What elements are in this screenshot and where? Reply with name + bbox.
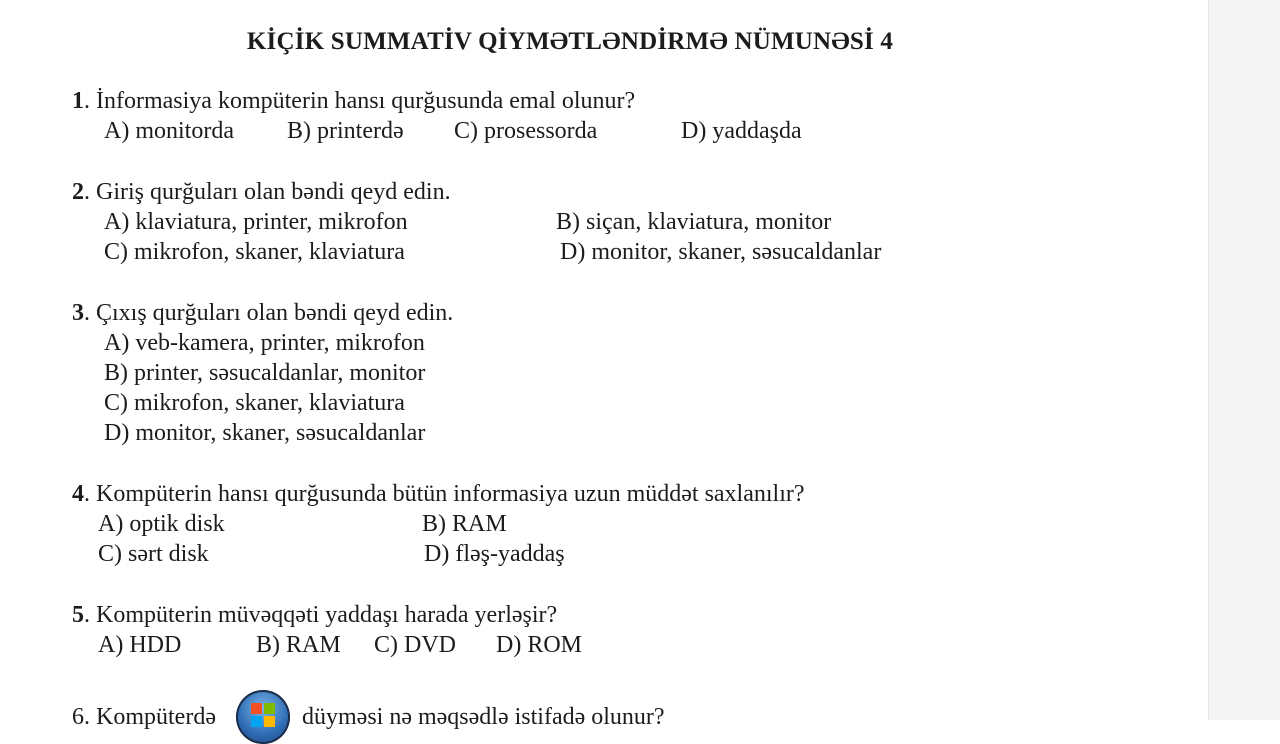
question-number: 2 — [72, 179, 84, 205]
question-1 — [72, 88, 635, 115]
option-a: A) HDD — [98, 632, 182, 658]
option-a: A) klaviatura, printer, mikrofon — [104, 209, 408, 235]
option-a: A) monitorda — [104, 118, 234, 144]
page-title: KİÇİK SUMMATİV QİYMƏTLƏNDİRMƏ NÜMUNƏSİ 4 — [246, 28, 894, 55]
option-b: B) printer, səsucaldanlar, monitor — [104, 360, 426, 386]
option-b: B) RAM — [256, 632, 341, 658]
page-margin-gutter — [1208, 0, 1280, 720]
option-d: D) fləş-yaddaş — [424, 541, 565, 567]
option-c: C) mikrofon, skaner, klaviatura — [104, 239, 405, 265]
question-text: . Çıxış qurğuları olan bəndi qeyd edin. — [84, 300, 454, 326]
question-text: . Kompüterin müvəqqəti yaddaşı harada yerləşir? — [84, 602, 558, 628]
option-d: D) ROM — [496, 632, 583, 658]
option-b: B) printerdə — [287, 118, 404, 144]
question-4 — [72, 481, 805, 508]
option-a: A) optik disk — [98, 511, 225, 537]
question-2 — [72, 179, 451, 206]
question-number: 6 — [72, 704, 84, 730]
option-d: D) yaddaşda — [681, 118, 802, 144]
option-c: C) DVD — [374, 632, 456, 658]
option-d: D) monitor, skaner, səsucaldanlar — [104, 420, 426, 446]
question-number: 1 — [72, 88, 84, 114]
question-5 — [72, 602, 557, 629]
option-c: C) sərt disk — [98, 541, 209, 567]
question-text: . İnformasiya kompüterin hansı qurğusunda emal olunur? — [84, 88, 636, 114]
option-b: B) RAM — [422, 511, 507, 537]
option-b: B) siçan, klaviatura, monitor — [556, 209, 832, 235]
question-text-after: düyməsi nə məqsədlə istifadə olunur? — [302, 704, 665, 730]
option-c: C) prosessorda — [454, 118, 598, 144]
question-number: 3 — [72, 300, 84, 326]
question-text: . Giriş qurğuları olan bəndi qeyd edin. — [84, 179, 451, 205]
option-a: A) veb-kamera, printer, mikrofon — [104, 330, 425, 356]
question-number: 4 — [72, 481, 84, 507]
question-text-before: . Kompüterdə — [84, 704, 216, 730]
option-c: C) mikrofon, skaner, klaviatura — [104, 390, 405, 416]
option-d: D) monitor, skaner, səsucaldanlar — [560, 239, 882, 265]
question-6 — [72, 704, 216, 731]
windows-start-icon — [236, 690, 290, 744]
question-3 — [72, 300, 453, 327]
question-text: . Kompüterin hansı qurğusunda bütün informasiya uzun müddət saxlanılır? — [84, 481, 805, 507]
question-number: 5 — [72, 602, 84, 628]
